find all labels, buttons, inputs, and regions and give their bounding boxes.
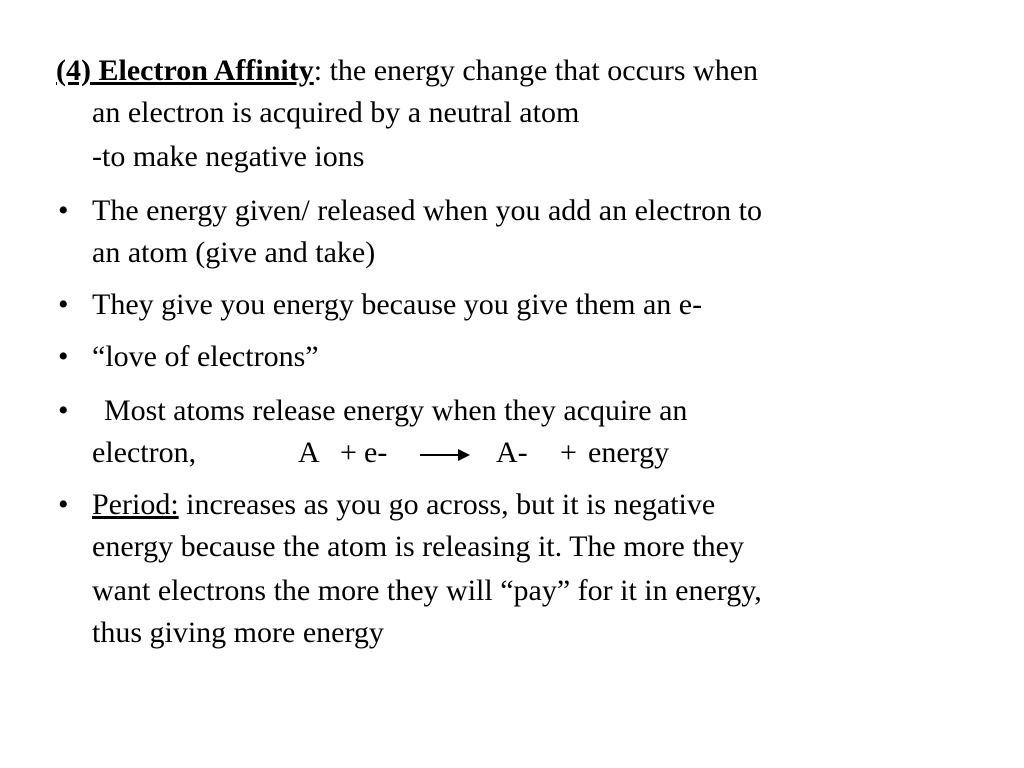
bullet-1-line-1: The energy given/ released when you add an electron to <box>92 194 763 227</box>
definition-term: (4) Electron Affinity <box>56 54 314 87</box>
period-label: Period: <box>92 488 179 521</box>
bullet-4-line-2-text: electron, <box>92 436 197 469</box>
bullet-5-line-2: energy because the atom is releasing it. The more they <box>92 530 745 563</box>
bullet-1-line-2: an atom (give and take) <box>92 236 376 269</box>
bullet-3-line-1: “love of electrons” <box>92 340 319 373</box>
equation-electron: e- <box>364 436 388 469</box>
equation-reactant: A <box>298 436 320 469</box>
reaction-arrow-icon <box>418 444 472 466</box>
equation-product: A- <box>496 436 528 469</box>
equation-plus-2: + <box>560 436 577 469</box>
definition-line-2: an electron is acquired by a neutral atom <box>92 96 580 129</box>
definition-line-1 <box>56 56 758 86</box>
bullet-5-line-1-text: increases as you go across, but it is negative <box>178 488 716 521</box>
bullet-5-line-3: want electrons the more they will “pay” for it in energy, <box>92 574 762 607</box>
equation-energy: energy <box>588 436 670 469</box>
bullet-marker: • <box>58 488 69 521</box>
bullet-5-line-4: thus giving more energy <box>92 616 384 649</box>
bullet-2-line-1: They give you energy because you give them an e- <box>92 288 703 321</box>
bullet-marker: • <box>58 394 69 427</box>
definition-colon: : <box>313 54 323 87</box>
bullet-marker: • <box>58 340 69 373</box>
bullet-5-line-1 <box>92 490 715 520</box>
definition-line-3: -to make negative ions <box>92 140 365 173</box>
definition-text-1: the energy change that occurs when <box>322 54 759 87</box>
bullet-marker: • <box>58 194 69 227</box>
bullet-marker: • <box>58 288 69 321</box>
bullet-4-line-1: Most atoms release energy when they acquire an <box>104 394 688 427</box>
equation-plus-1: + <box>340 436 357 469</box>
bullet-4-line-2 <box>92 438 196 468</box>
